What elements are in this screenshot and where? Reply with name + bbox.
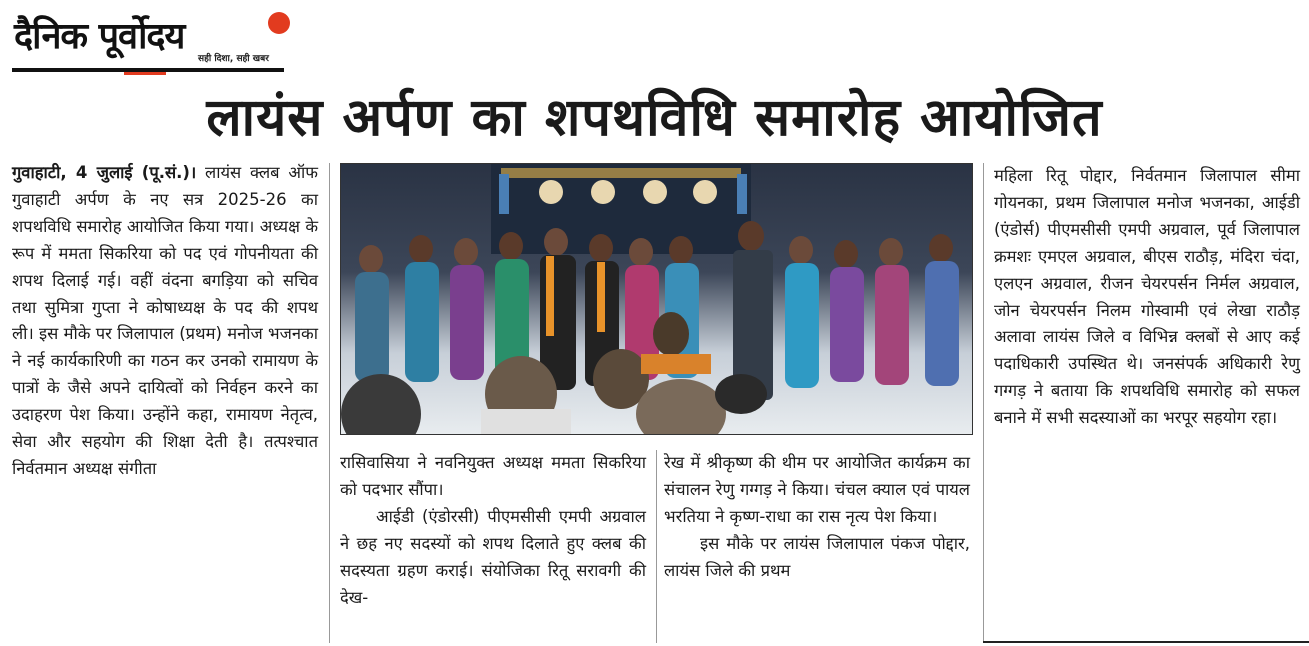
article-headline: लायंस अर्पण का शपथविधि समारोह आयोजित [206,88,1103,148]
dateline: गुवाहाटी, 4 जुलाई (पू.सं.)। [12,163,197,182]
column-2-paragraph-2: आईडी (एंडोरसी) पीएमसीसी एमपी अग्रवाल ने छह नए सदस्यों को शपथ दिलाते हुए क्लब की सदस्यता ग्रहण कराई। संयोजिका रितू सरावगी की देख- [340,506,646,607]
masthead-tagline: सही दिशा, सही खबर [198,54,269,64]
masthead-logo-dot-icon [268,12,290,34]
event-photo [340,163,973,435]
portrait-2 [591,180,615,204]
article-column-3 [664,450,970,585]
column-2-paragraph-1: रासिवासिया ने नवनियुक्त अध्यक्ष ममता सिकरिया को पदभार सौंपा। [340,453,646,499]
masthead [12,6,284,72]
article-end-rule [983,641,1309,643]
flower-decor-right [737,174,747,214]
column-divider [329,163,330,643]
event-photo-illustration [341,164,972,434]
column-1-text: लायंस क्लब ऑफ गुवाहाटी अर्पण के नए सत्र 2025-26 का शपथविधि समारोह आयोजित किया गया। अध्यक्ष के रूप में ममता सिकरिया को पद एवं गोपनीयता की शपथ दिलाई गई। वहीं वंदना बगड़िया को सचिव तथा सुमित्रा गुप्ता ने कोषाध्यक्ष के पद की शपथ ली। इस मौके पर जिलापाल (प्रथम) मनोज भजनका ने नई कार्यकारिणी का गठन कर उनको रामायण के पात्रों के जैसे अपने दायित्वों को निर्वहन करने का उदाहरण पेश किया। उन्होंने कहा, रामायण नेतृत्व, सेवा और सहयोग की शिक्षा देती है। तत्पश्चात निर्वतमान अध्यक्ष संगीता [12,163,318,478]
masthead-title: दैनिक पूर्वोदय [14,16,185,57]
portrait-4 [693,180,717,204]
backdrop-banner [501,168,741,178]
column-divider [983,163,984,643]
article-column-4 [994,163,1300,432]
article-column-1 [12,160,318,483]
portrait-1 [539,180,563,204]
column-4-text: महिला रितू पोद्दार, निर्वतमान जिलापाल सीमा गोयनका, प्रथम जिलापाल मनोज भजनका, आईडी (एंडोर्स) पीएमसीसी एमपी अग्रवाल, पूर्व जिलापाल क्रमशः एमएल अग्रवाल, बीएस राठौड़, मंदिरा चंदा, एलएन अग्रवाल, रीजन चेयरपर्सन निर्मल अग्रवाल, जोन चेयरपर्सन निलम गोस्वामी एवं लेखा राठौड़ अलावा लायंस जिले व विभिन्न क्लबों से आए कई पदाधिकारी उपस्थित थे। जनसंपर्क अधिकारी रेणु गग्गड़ ने बताया कि शपथविधि समारोह को सफल बनाने में सभी सदस्याओं का भरपूर सहयोग रहा। [994,166,1300,428]
column-divider [656,450,657,643]
article-column-2 [340,450,646,611]
column-3-paragraph-1: रेख में श्रीकृष्ण की थीम पर आयोजित कार्यक्रम का संचालन रेणु गग्गड़ ने किया। चंचल क्याल एवं पायल भरतिया ने कृष्ण-राधा का रास नृत्य पेश किया। [664,453,970,526]
column-3-paragraph-2: इस मौके पर लायंस जिलापाल पंकज पोद्दार, लायंस जिले की प्रथम [664,533,970,580]
masthead-accent-rule [124,72,166,75]
flower-decor-left [499,174,509,214]
portrait-3 [643,180,667,204]
